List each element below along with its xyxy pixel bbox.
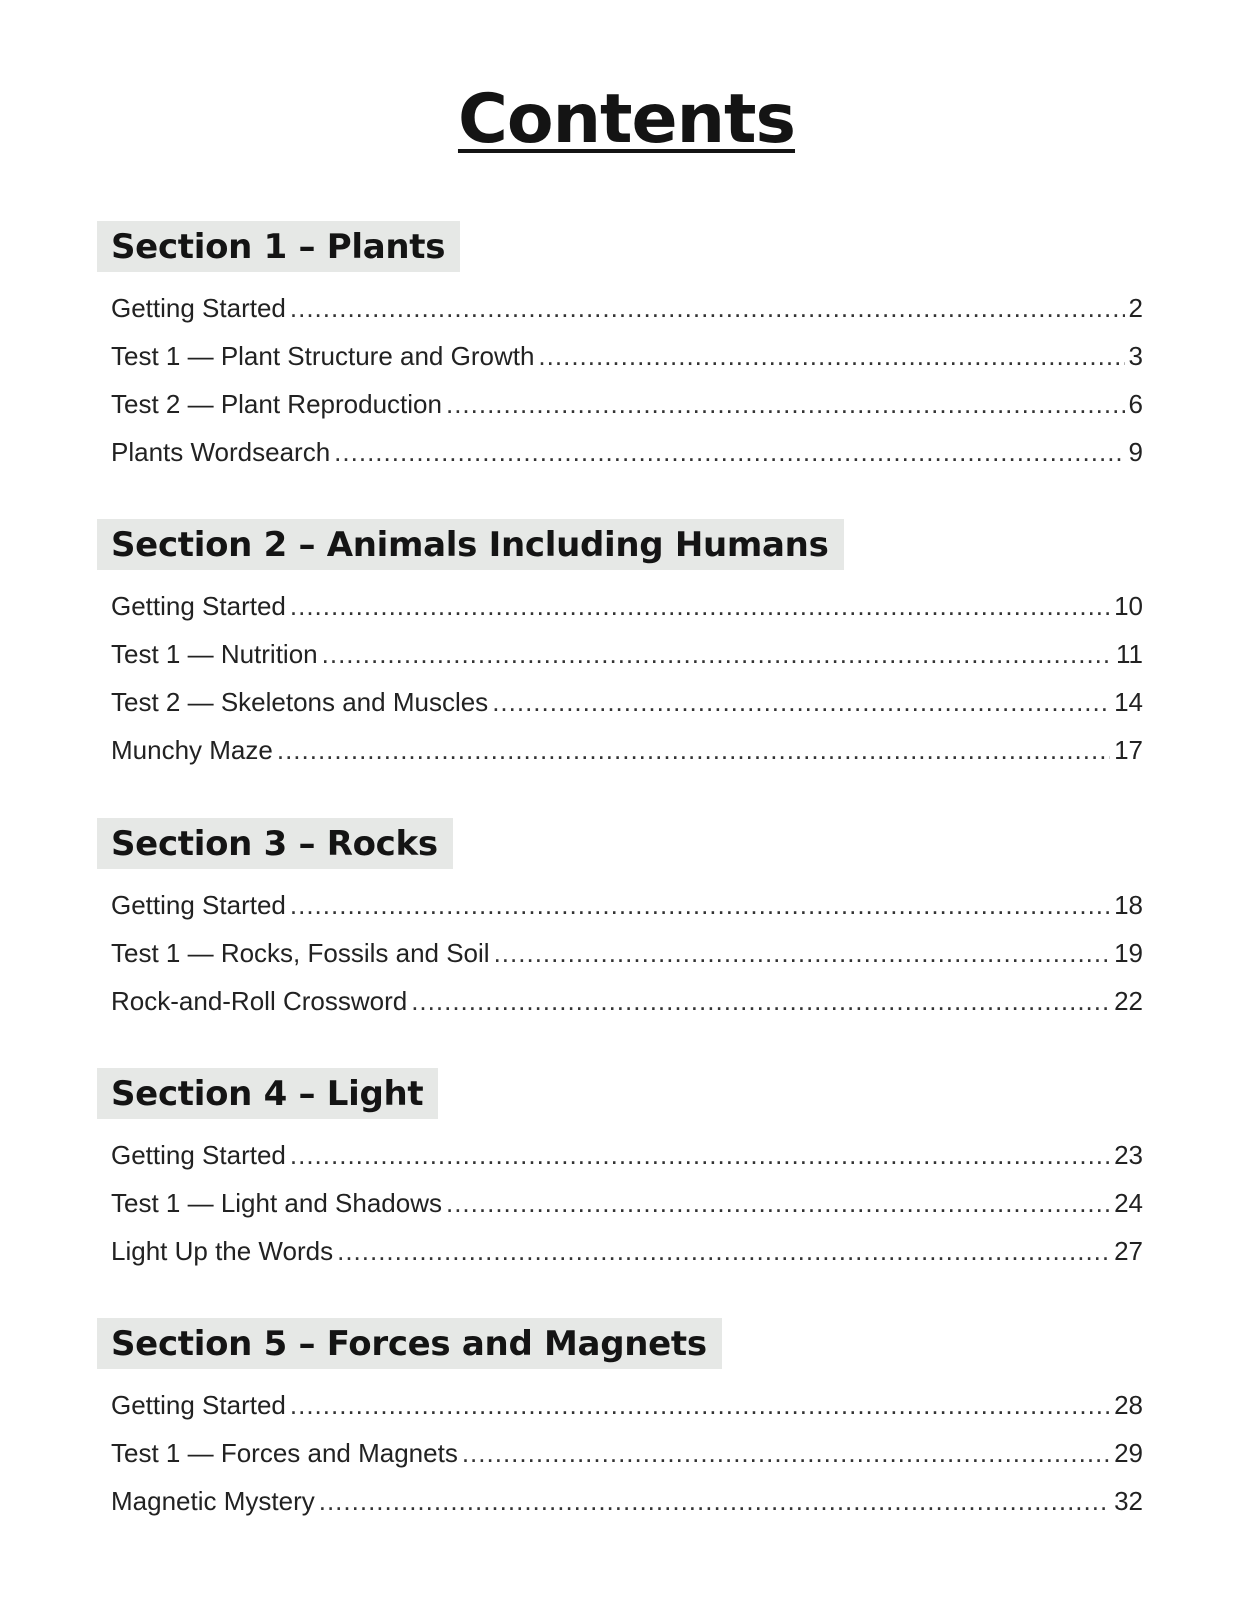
toc-entry-label: Munchy Maze: [111, 735, 273, 765]
dot-leader: [290, 582, 1110, 630]
toc-list: [97, 582, 1143, 774]
dot-leader: [277, 726, 1110, 774]
toc-entry[interactable]: [111, 428, 1143, 476]
toc-entry-label: Getting Started: [111, 1140, 286, 1170]
toc-list: [97, 1131, 1143, 1275]
dot-leader: [322, 630, 1112, 678]
section-heading: Section 2 – Animals Including Humans: [97, 519, 844, 570]
toc-entry-page: 17: [1114, 735, 1143, 765]
toc-entry[interactable]: [111, 1227, 1143, 1275]
toc-entry-page: 19: [1114, 938, 1143, 968]
page-title-text: Contents: [457, 80, 796, 159]
toc-entry[interactable]: [111, 380, 1143, 428]
toc-entry[interactable]: [111, 582, 1143, 630]
toc-entry-page: 22: [1114, 986, 1143, 1016]
toc-list: [97, 284, 1143, 476]
dot-leader: [290, 284, 1125, 332]
toc-entry-label: Test 1 — Light and Shadows: [111, 1188, 442, 1218]
toc-entry-page: 29: [1114, 1438, 1143, 1468]
toc-entry[interactable]: [111, 284, 1143, 332]
section-heading: Section 3 – Rocks: [97, 818, 453, 869]
section-forces: [97, 1318, 1143, 1525]
toc-entry[interactable]: [111, 881, 1143, 929]
toc-entry-page: 10: [1114, 591, 1143, 621]
toc-entry[interactable]: [111, 1477, 1143, 1525]
toc-entry-page: 23: [1114, 1140, 1143, 1170]
dot-leader: [538, 332, 1124, 380]
toc-entry[interactable]: [111, 1381, 1143, 1429]
toc-entry-page: 9: [1128, 437, 1143, 467]
toc-entry-label: Light Up the Words: [111, 1236, 334, 1266]
section-rocks: [97, 818, 1143, 1025]
section-light: [97, 1068, 1143, 1275]
dot-leader: [446, 380, 1125, 428]
section-plants: [97, 221, 1143, 476]
toc-entry-page: 11: [1116, 639, 1143, 669]
toc-entry-label: Test 1 — Nutrition: [111, 639, 318, 669]
toc-entry[interactable]: [111, 929, 1143, 977]
toc-entry-page: 6: [1128, 389, 1143, 419]
section-heading: Section 4 – Light: [97, 1068, 438, 1119]
toc-entry[interactable]: [111, 332, 1143, 380]
toc-entry-label: Test 1 — Plant Structure and Growth: [111, 341, 535, 371]
dot-leader: [290, 881, 1110, 929]
section-animals: [97, 519, 1143, 774]
section-heading: Section 1 – Plants: [97, 221, 460, 272]
toc-entry-page: 3: [1128, 341, 1143, 371]
toc-list: [97, 881, 1143, 1025]
toc-entry-label: Rock-and-Roll Crossword: [111, 986, 408, 1016]
toc-entry[interactable]: [111, 1131, 1143, 1179]
toc-entry-label: Getting Started: [111, 591, 286, 621]
toc-entry-label: Plants Wordsearch: [111, 437, 331, 467]
toc-entry-page: 27: [1114, 1236, 1143, 1266]
dot-leader: [446, 1179, 1110, 1227]
section-heading: Section 5 – Forces and Magnets: [97, 1318, 722, 1369]
toc-entry-label: Getting Started: [111, 890, 286, 920]
page-title: [0, 80, 1253, 159]
dot-leader: [319, 1477, 1110, 1525]
toc-entry-label: Getting Started: [111, 293, 286, 323]
dot-leader: [462, 1429, 1110, 1477]
toc-entry[interactable]: [111, 977, 1143, 1025]
dot-leader: [290, 1131, 1110, 1179]
toc-entry-label: Test 1 — Forces and Magnets: [111, 1438, 458, 1468]
toc-entry[interactable]: [111, 1179, 1143, 1227]
toc-entry-page: 28: [1114, 1390, 1143, 1420]
toc-entry-page: 18: [1114, 890, 1143, 920]
toc-entry-page: 32: [1114, 1486, 1143, 1516]
toc-entry-label: Magnetic Mystery: [111, 1486, 315, 1516]
dot-leader: [290, 1381, 1110, 1429]
toc-entry-label: Test 2 — Plant Reproduction: [111, 389, 442, 419]
toc-entry-page: 14: [1114, 687, 1143, 717]
toc-entry[interactable]: [111, 726, 1143, 774]
toc-entry[interactable]: [111, 630, 1143, 678]
dot-leader: [411, 977, 1110, 1025]
toc-entry[interactable]: [111, 678, 1143, 726]
dot-leader: [334, 428, 1124, 476]
dot-leader: [494, 929, 1111, 977]
toc-list: [97, 1381, 1143, 1525]
toc-entry[interactable]: [111, 1429, 1143, 1477]
toc-entry-page: 24: [1114, 1188, 1143, 1218]
toc-entry-label: Test 1 — Rocks, Fossils and Soil: [111, 938, 490, 968]
dot-leader: [337, 1227, 1110, 1275]
toc-entry-label: Getting Started: [111, 1390, 286, 1420]
toc-entry-label: Test 2 — Skeletons and Muscles: [111, 687, 489, 717]
toc-entry-page: 2: [1128, 293, 1143, 323]
dot-leader: [492, 678, 1110, 726]
